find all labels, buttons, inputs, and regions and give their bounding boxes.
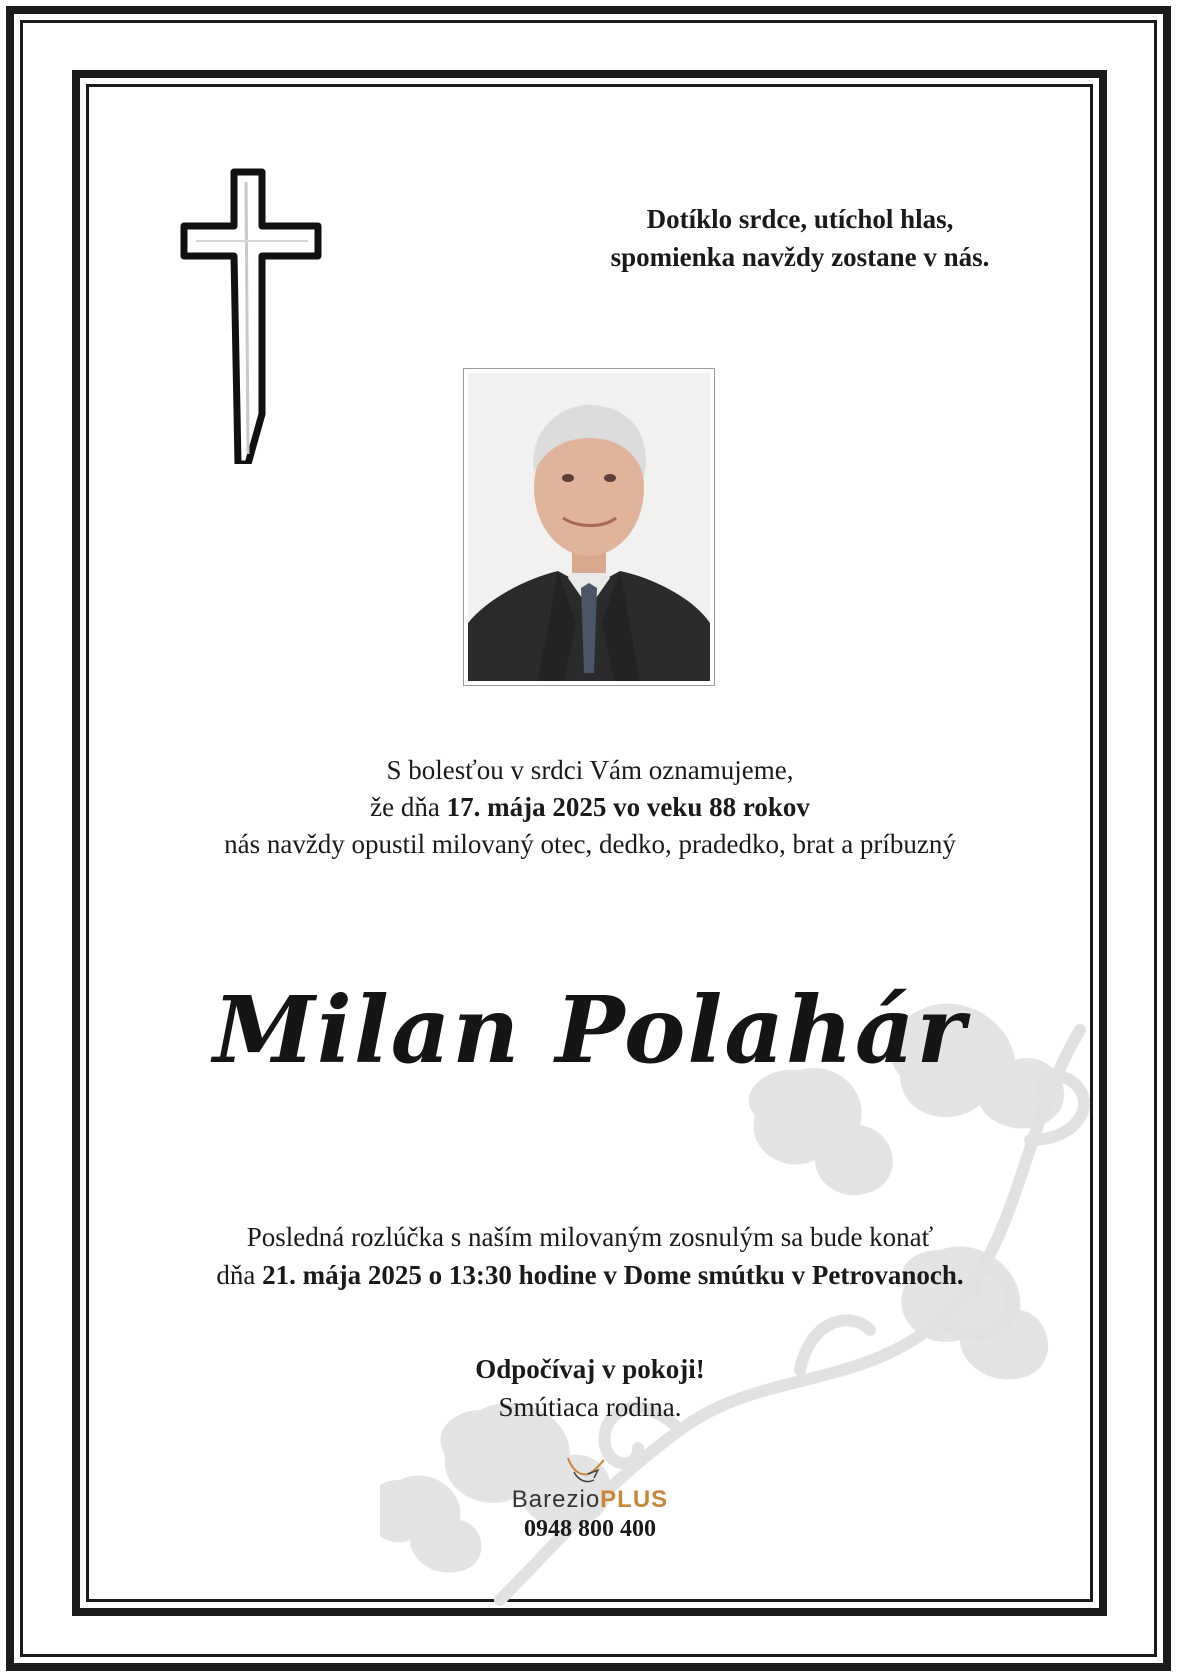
brand-name [440,1486,740,1514]
closing-block [290,1350,890,1426]
farewell-line-2-prefix: dňa [216,1260,263,1290]
announcement-line-3: nás navždy opustil milovaný otec, dedko, pradedko, brat a príbuzný [224,829,956,859]
farewell-line-1: Posledná rozlúčka s naším milovaným zosnulým sa bude konať [246,1222,934,1252]
brand-phone: 0948 800 400 [524,1516,656,1542]
portrait-photo [463,368,715,686]
portrait-image [468,373,710,681]
brand-name-part-2: PLUS [600,1486,669,1513]
announcement [120,752,1060,863]
cross-icon [178,164,328,464]
deceased-name: Milan Polahár [213,976,967,1084]
announcement-line-2-prefix: že dňa [370,792,447,822]
quote-block [560,200,1040,276]
funeral-details: 21. mája 2025 o 13:30 hodine v Dome smútku v Petrovanoch. [262,1260,964,1290]
rest-in-peace: Odpočívaj v pokoji! [475,1354,705,1384]
barezio-logo-icon [564,1452,608,1486]
quote-line-1: Dotíklo srdce, utíchol hlas, [646,204,954,234]
announcement-line-2 [120,789,1060,826]
farewell-block [120,1218,1060,1294]
grieving-family: Smútiaca rodina. [498,1392,682,1422]
quote-line-2: spomienka navždy zostane v nás. [610,242,990,272]
farewell-line-2 [120,1256,1060,1294]
announcement-line-1: S bolesťou v srdci Vám oznamujeme, [386,755,794,785]
brand-name-part-1: Barezio [511,1486,601,1513]
death-date-age: 17. mája 2025 vo veku 88 rokov [446,792,810,822]
